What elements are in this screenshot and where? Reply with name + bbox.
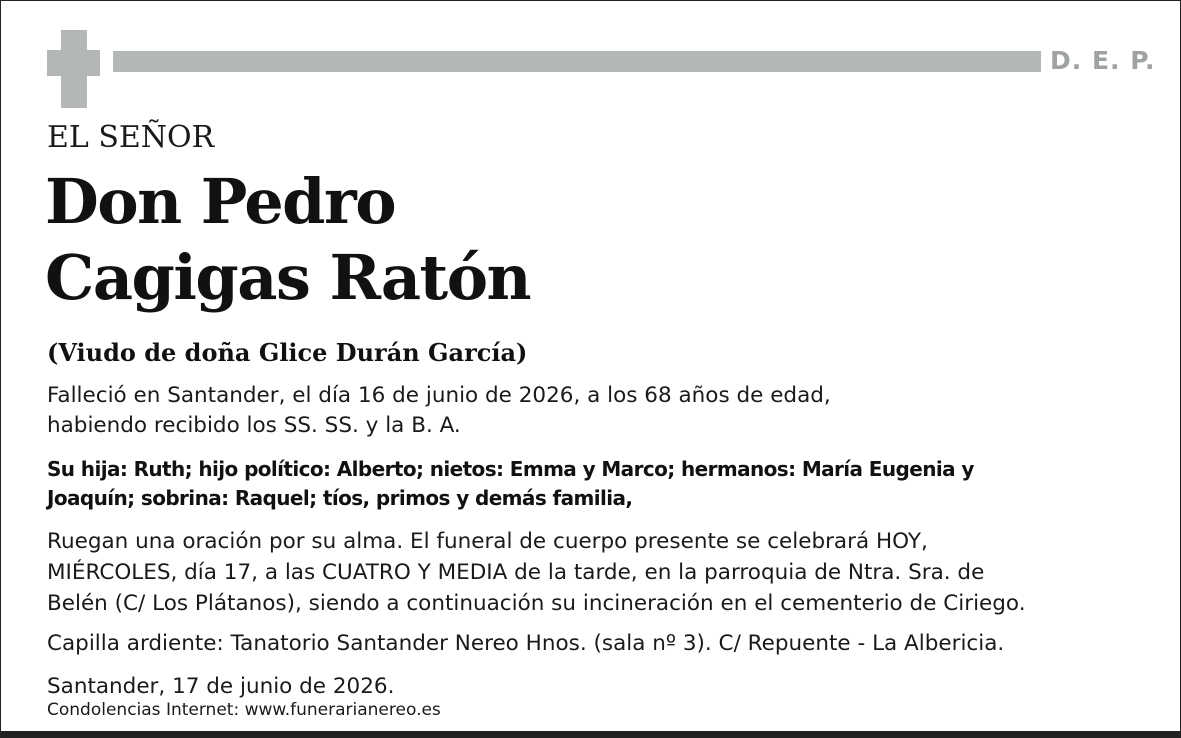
place-date — [47, 672, 394, 702]
death-statement-line: Falleció en Santander, el día 16 de junio de 2026, a los 68 años de edad, — [47, 383, 831, 408]
chapel-info-line: Capilla ardiente: Tanatorio Santander Nereo Hnos. (sala nº 3). C/ Repuente - La Albericia. — [47, 631, 1005, 656]
deceased-name — [45, 164, 530, 316]
death-statement-line: habiendo recibido los SS. SS. y la B. A. — [47, 413, 461, 438]
cross-horizontal-bar — [47, 50, 100, 76]
deceased-name-line-1: Don Pedro — [45, 165, 396, 238]
dep-label: D. E. P. — [1050, 46, 1156, 75]
spouse-note: (Viudo de doña Glice Durán García) — [47, 338, 528, 367]
condolences-footer: Condolencias Internet: www.funerarianereo.es — [47, 700, 441, 720]
family-list — [47, 455, 974, 513]
funeral-details — [47, 526, 1026, 619]
family-list-line: Joaquín; sobrina: Raquel; tíos, primos y demás familia, — [47, 486, 633, 510]
funeral-details-line: MIÉRCOLES, día 17, a las CUATRO Y MEDIA de la tarde, en la parroquia de Ntra. Sra. de — [47, 560, 985, 585]
chapel-info — [47, 629, 1004, 659]
deceased-name-line-2: Cagigas Ratón — [45, 241, 531, 314]
funeral-details-line: Belén (C/ Los Plátanos), siendo a continuación su incineración en el cementerio de Ciriego. — [47, 591, 1026, 616]
death-statement — [47, 381, 831, 441]
honorific-prefix: EL SEÑOR — [47, 120, 215, 155]
family-list-line: Su hija: Ruth; hijo político: Alberto; nietos: Emma y Marco; hermanos: María Eugenia y — [47, 457, 974, 481]
header-rule — [113, 51, 1041, 72]
funeral-details-line: Ruegan una oración por su alma. El funeral de cuerpo presente se celebrará HOY, — [47, 529, 928, 554]
place-date-line: Santander, 17 de junio de 2026. — [47, 674, 395, 699]
